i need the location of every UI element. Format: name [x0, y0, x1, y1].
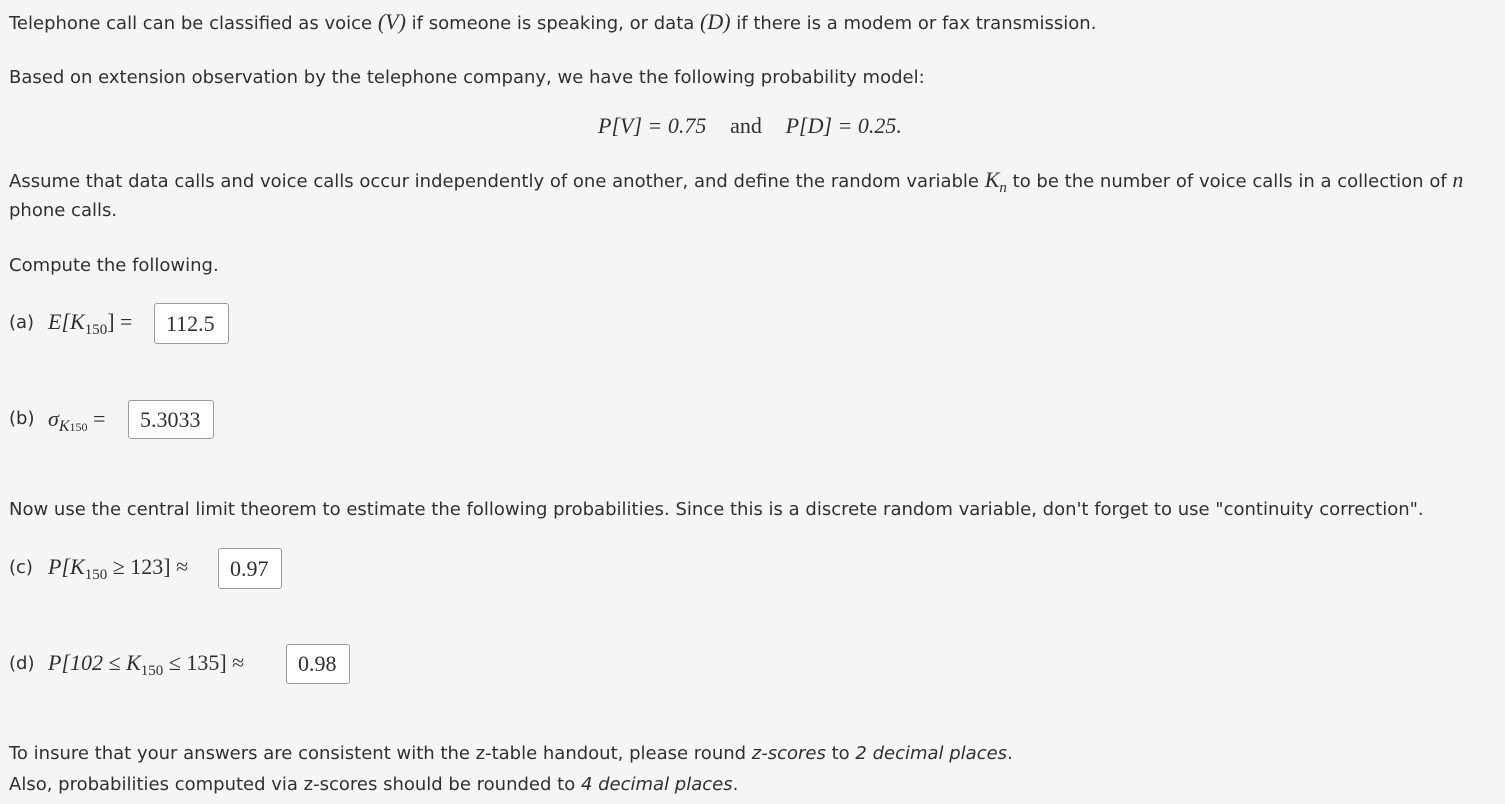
part-a-expression: $E[K_{150}]$ = — [48, 309, 133, 338]
footer-line-1: To insure that your answers are consistent with the z-table handout, please round z-scores to 2 decimal places. — [9, 743, 1013, 764]
part-c-label: (c) — [9, 557, 33, 578]
intro-text: if there is a modem or fax transmission. — [730, 13, 1097, 34]
part-a-answer-field[interactable]: 112.5 — [154, 303, 229, 344]
intro-line-3 — [9, 167, 1464, 196]
part-d-expression: $P[102 \le K_{150} \le 135]$ ≈ — [48, 650, 245, 679]
intro-line-4: Compute the following. — [9, 255, 219, 276]
intro-text: Assume that data calls and voice calls occur independently of one another, and define the random variable — [9, 171, 985, 192]
kn-variable: $K_n$ — [984, 167, 1007, 196]
model-pd: P[D] = 0.25. — [785, 113, 902, 138]
intro-line-1 — [9, 9, 1096, 35]
intro-text: if someone is speaking, or data — [405, 13, 701, 34]
data-symbol: (D) — [700, 9, 731, 34]
model-pv: P[V] = 0.75 — [598, 113, 707, 138]
n-variable: n — [1452, 167, 1464, 192]
intro-line-2: Based on extension observation by the telephone company, we have the following probability model: — [9, 67, 925, 88]
intro-text: to be the number of voice calls in a collection of — [1006, 171, 1453, 192]
model-and: and — [730, 113, 762, 138]
part-a-label: (a) — [9, 312, 35, 333]
probability-model — [598, 113, 902, 139]
footer-line-2: Also, probabilities computed via z-scores should be rounded to 4 decimal places. — [9, 774, 739, 795]
intro-line-3b: phone calls. — [9, 200, 118, 221]
clt-instructions: Now use the central limit theorem to estimate the following probabilities. Since this is a discrete random variable, don't forget to use "continuity correction". — [9, 499, 1424, 520]
part-b-label: (b) — [9, 408, 35, 429]
voice-symbol: (V) — [377, 9, 406, 34]
part-b-answer-field[interactable]: 5.3033 — [128, 400, 214, 439]
part-d-label: (d) — [9, 653, 35, 674]
part-d-answer-field[interactable]: 0.98 — [286, 644, 350, 684]
intro-text: Telephone call can be classified as voice — [9, 13, 378, 34]
part-c-expression: $P[K_{150} \ge 123]$ ≈ — [48, 554, 189, 583]
part-b-expression: $\sigma K_{150}$ = — [48, 406, 106, 435]
part-c-answer-field[interactable]: 0.97 — [218, 548, 282, 589]
